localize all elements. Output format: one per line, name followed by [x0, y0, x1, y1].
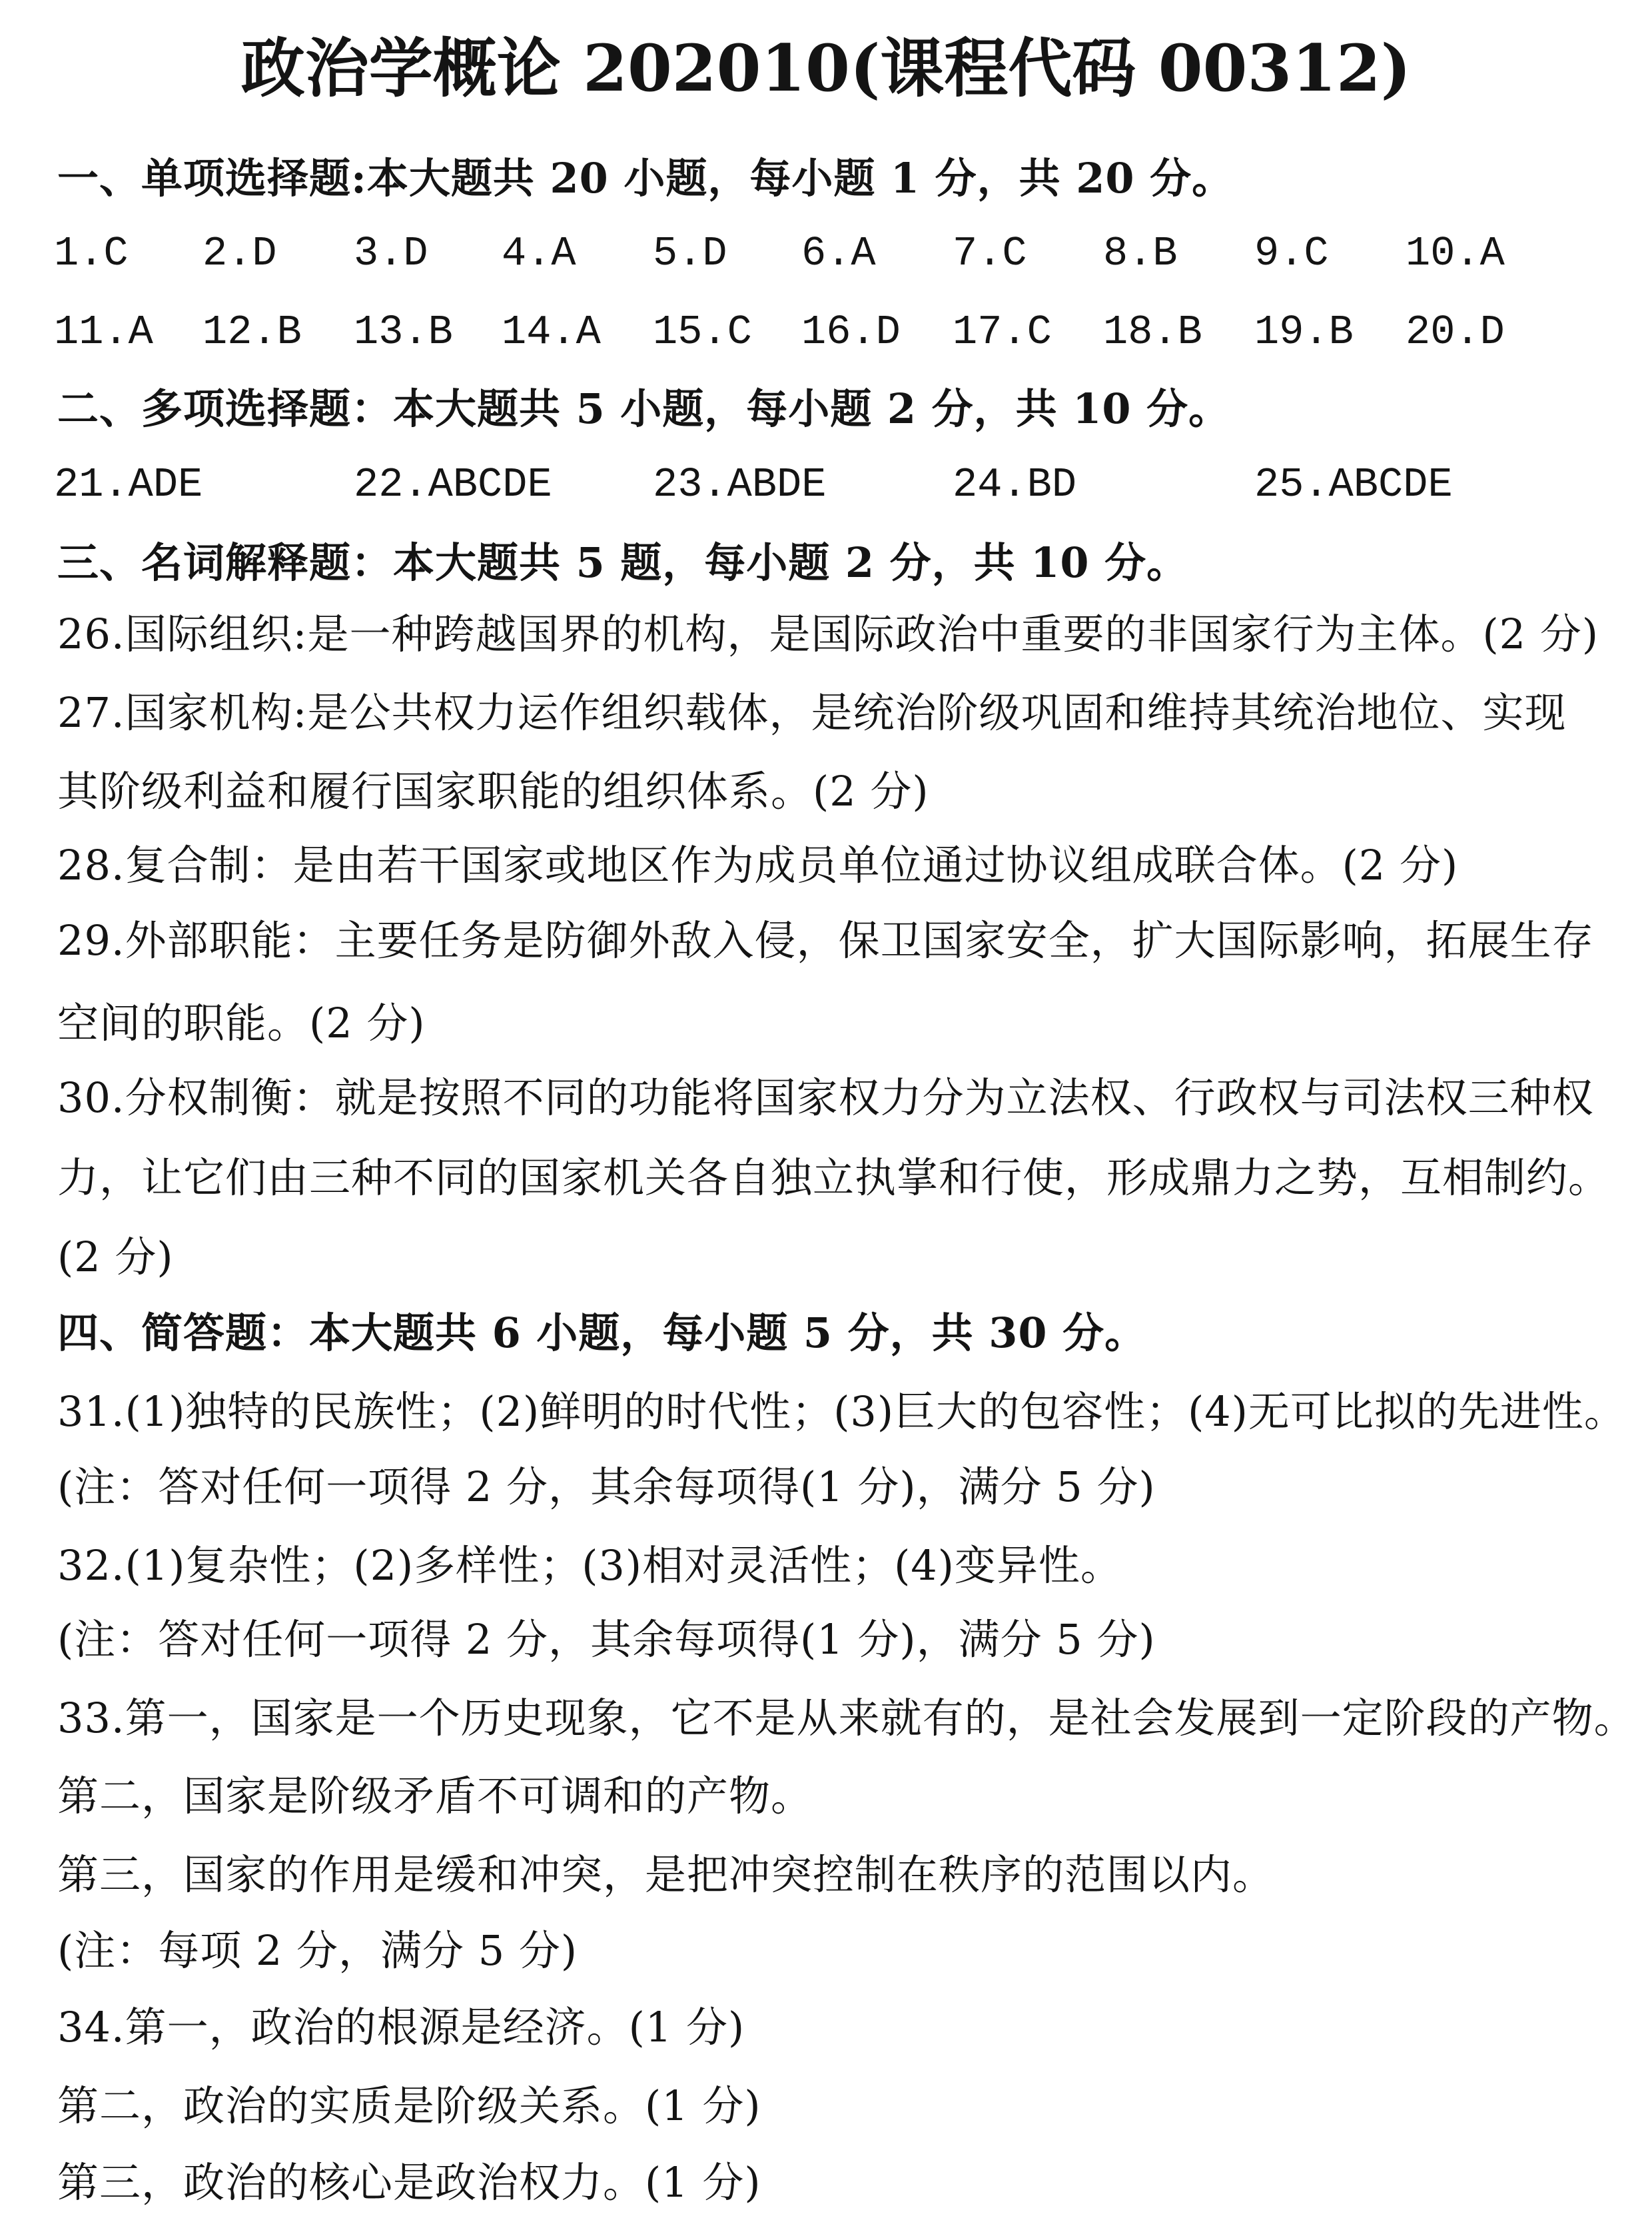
answer-line: 28.复合制：是由若干国家或地区作为成员单位通过协议组成联合体。(2 分): [57, 841, 1459, 889]
answer: 11.A: [54, 308, 153, 356]
document-title: 政治学概论 202010(课程代码 00312): [240, 31, 1412, 106]
answer: 13.B: [354, 308, 453, 356]
answer-line: 第二，国家是阶级矛盾不可调和的产物。: [57, 1772, 813, 1820]
answer-line: (注：答对任何一项得 2 分，其余每项得(1 分)，满分 5 分): [57, 1462, 1156, 1511]
answer-line: 26.国际组织:是一种跨越国界的机构，是国际政治中重要的非国家行为主体。(2 分): [57, 610, 1599, 658]
answer: 21.ADE: [54, 461, 203, 508]
answer: 20.D: [1406, 308, 1505, 356]
answer: 7.C: [953, 230, 1027, 277]
answer-line: (注：每项 2 分，满分 5 分): [57, 1926, 578, 1975]
answer: 3.D: [354, 230, 428, 277]
answer-line: 32.(1)复杂性；(2)多样性；(3)相对灵活性；(4)变异性。: [57, 1541, 1122, 1590]
answer-line: 33.第一，国家是一个历史现象，它不是从来就有的，是社会发展到一定阶段的产物。: [57, 1694, 1636, 1742]
answer-line: 第二，政治的实质是阶级关系。(1 分): [57, 2081, 761, 2130]
answer-line: (2 分): [57, 1233, 174, 1281]
answer: 16.D: [801, 308, 901, 356]
answer-line: 29.外部职能：主要任务是防御外敌入侵，保卫国家安全，扩大国际影响，拓展生存: [57, 916, 1594, 965]
answer-line: 其阶级利益和履行国家职能的组织体系。(2 分): [57, 767, 929, 816]
answer: 5.D: [653, 230, 727, 277]
answer-line: 27.国家机构:是公共权力运作组织载体，是统治阶级巩固和维持其统治地位、实现: [57, 688, 1567, 737]
section2-heading: 二、多项选择题：本大题共 5 小题，每小题 2 分，共 10 分。: [57, 384, 1231, 433]
answer: 22.ABCDE: [354, 461, 552, 508]
answer-line: (注：答对任何一项得 2 分，其余每项得(1 分)，满分 5 分): [57, 1615, 1156, 1664]
answer: 9.C: [1254, 230, 1329, 277]
answer-line: 第三，政治的核心是政治权力。(1 分): [57, 2158, 761, 2207]
answer: 1.C: [54, 230, 129, 277]
answer-line: 空间的职能。(2 分): [57, 999, 426, 1047]
answer-line: 第三，国家的作用是缓和冲突，是把冲突控制在秩序的范围以内。: [57, 1850, 1275, 1899]
answer: 2.D: [203, 230, 277, 277]
answer: 24.BD: [953, 461, 1077, 508]
answer: 25.ABCDE: [1254, 461, 1453, 508]
answer: 8.B: [1103, 230, 1178, 277]
answer: 23.ABDE: [653, 461, 827, 508]
answer: 12.B: [203, 308, 302, 356]
answer-line: 34.第一，政治的根源是经济。(1 分): [57, 2003, 745, 2051]
answer: 18.B: [1103, 308, 1202, 356]
answer: 15.C: [653, 308, 752, 356]
answer-line: 31.(1)独特的民族性；(2)鲜明的时代性；(3)巨大的包容性；(4)无可比拟的先进性。: [57, 1387, 1626, 1436]
section4-heading: 四、简答题：本大题共 6 小题，每小题 5 分，共 30 分。: [57, 1309, 1147, 1357]
answer-line: 30.分权制衡：就是按照不同的功能将国家权力分为立法权、行政权与司法权三种权: [57, 1073, 1594, 1122]
answer: 17.C: [953, 308, 1052, 356]
answer: 14.A: [502, 308, 601, 356]
answer: 10.A: [1406, 230, 1505, 277]
answer: 4.A: [502, 230, 576, 277]
section1-heading: 一、单项选择题:本大题共 20 小题，每小题 1 分，共 20 分。: [57, 154, 1234, 203]
answer: 6.A: [801, 230, 876, 277]
section3-heading: 三、名词解释题：本大题共 5 题，每小题 2 分，共 10 分。: [57, 538, 1189, 587]
answer-line: 力，让它们由三种不同的国家机关各自独立执掌和行使，形成鼎力之势，互相制约。: [57, 1153, 1611, 1202]
answer: 19.B: [1254, 308, 1354, 356]
